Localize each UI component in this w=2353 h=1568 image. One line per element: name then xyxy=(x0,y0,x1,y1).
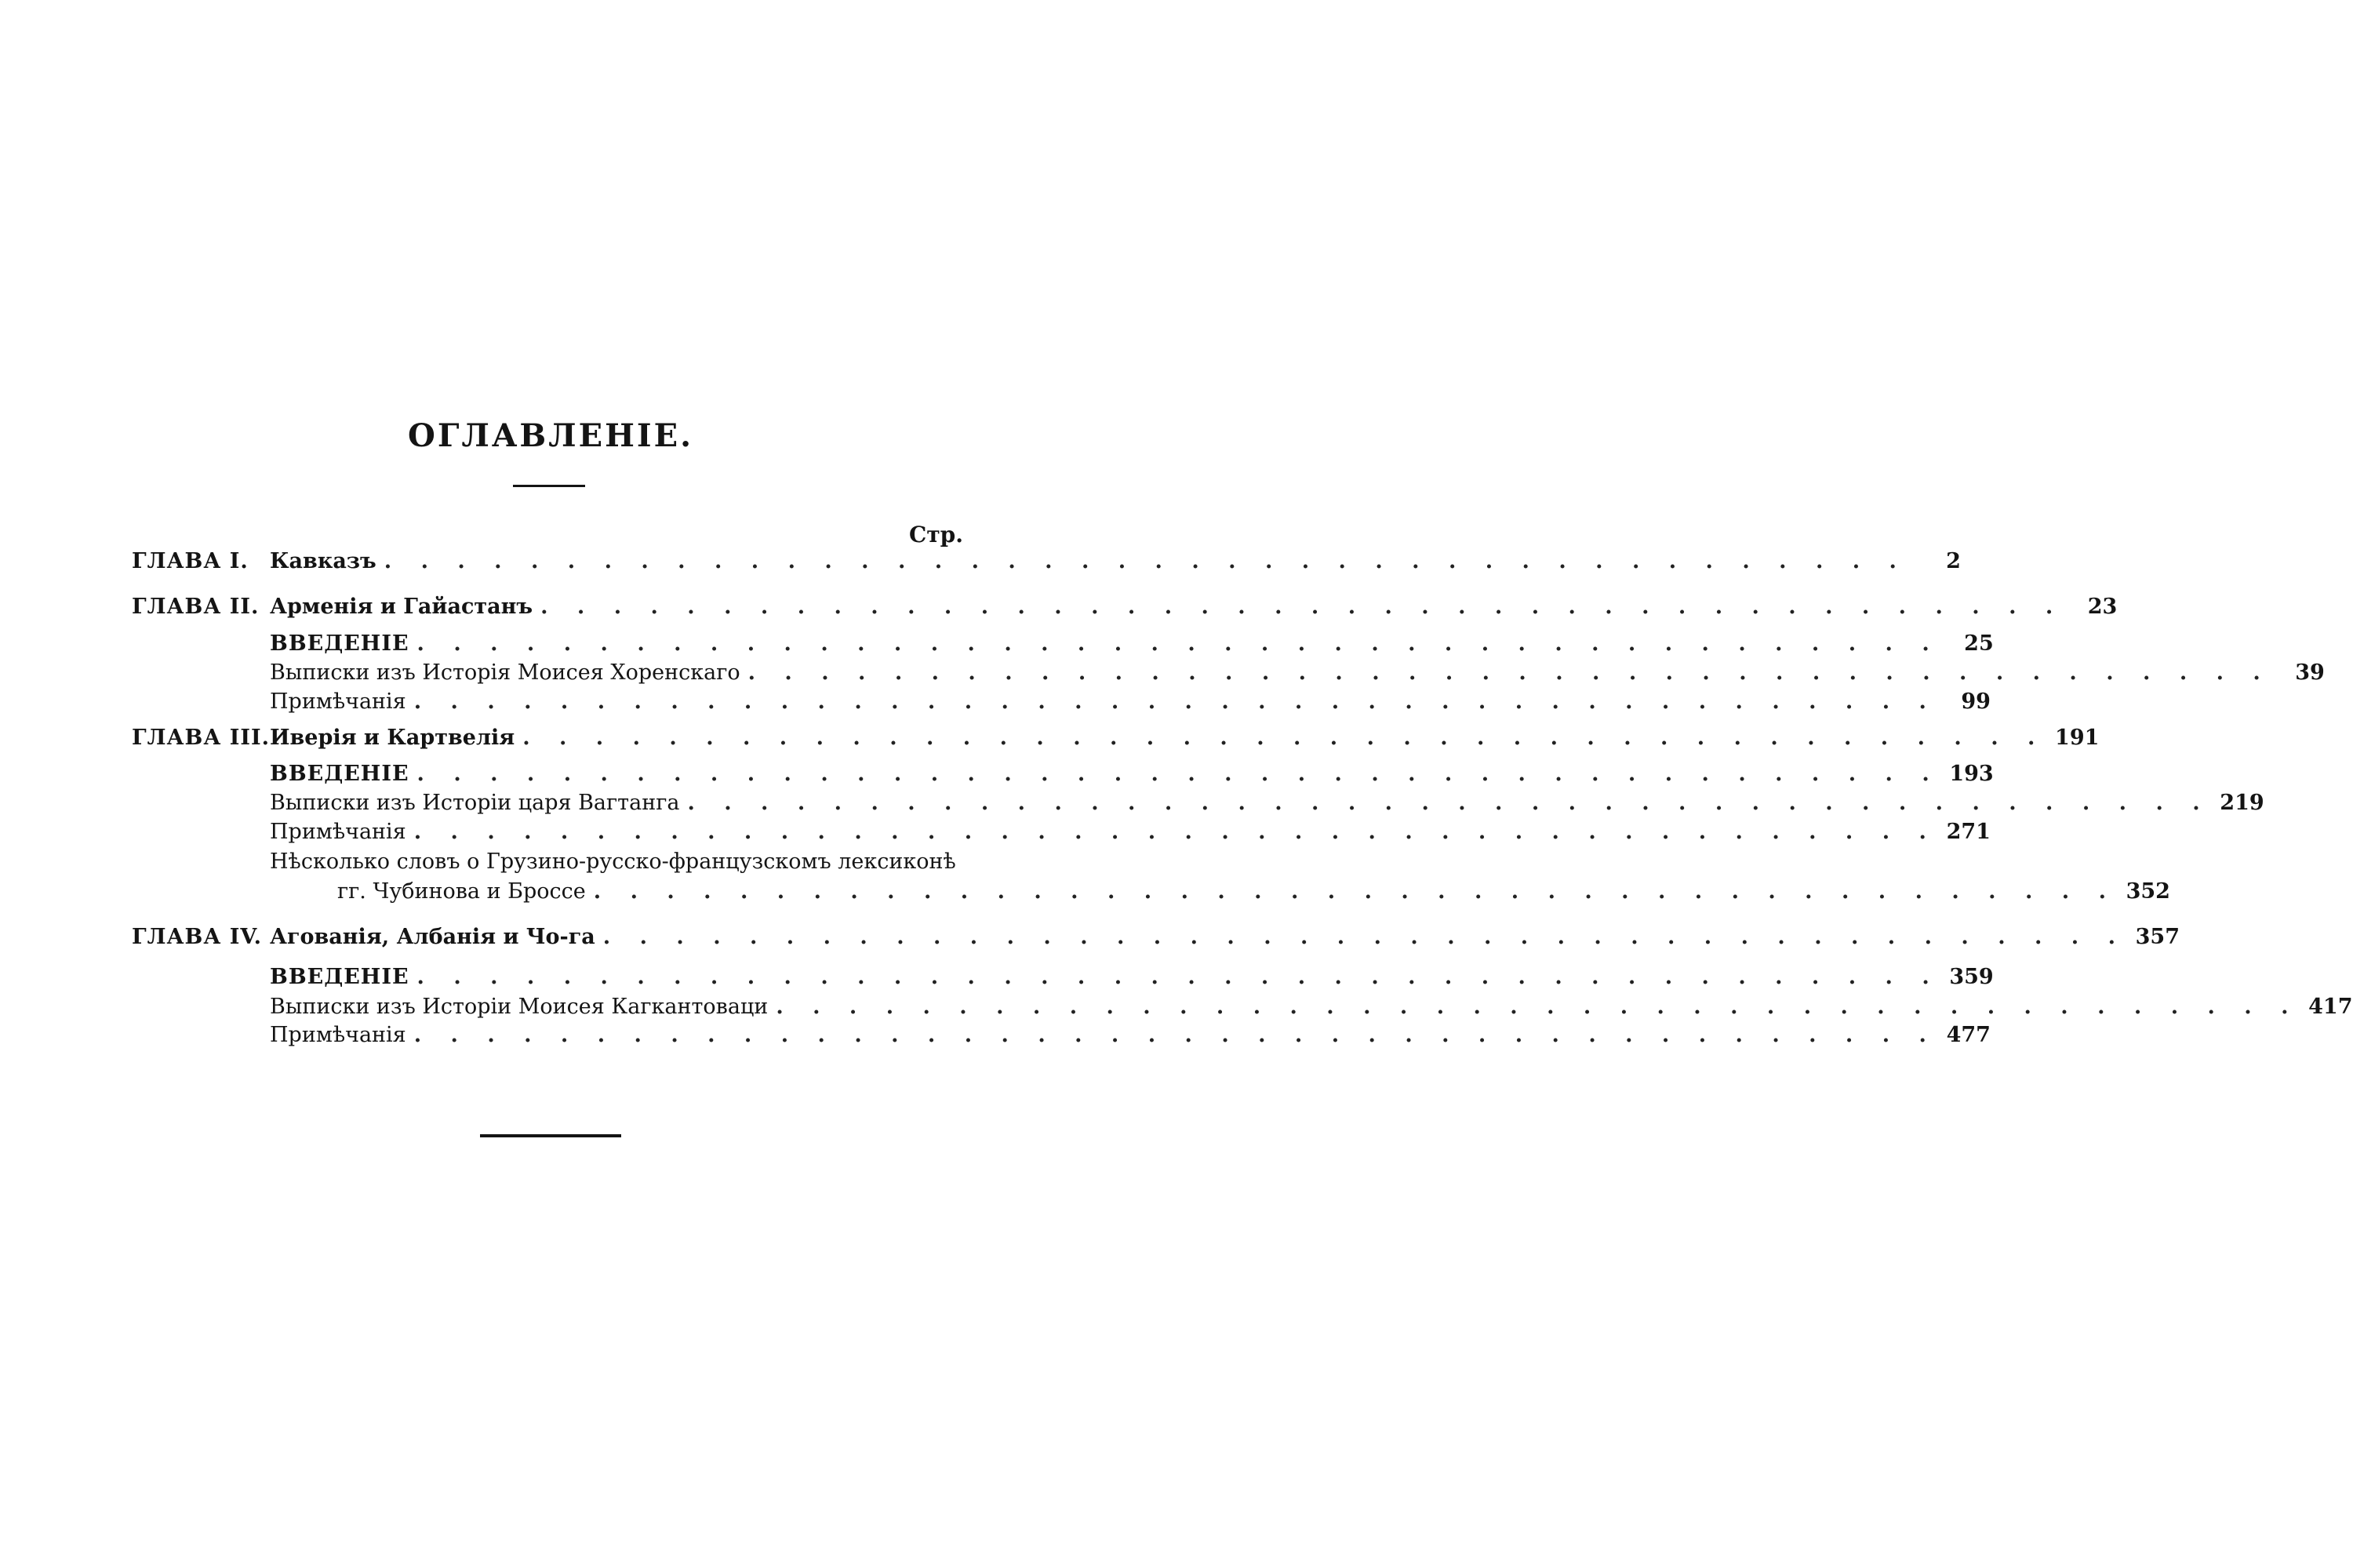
entry-title: Нѣсколько словъ о Грузино-русско-французскомъ лексиконѣ xyxy=(270,849,956,874)
dot-leader: . . . . . . . . . . . . . . . . . . . . . . . . . . . . . . . . . . . . . . . . . . xyxy=(416,965,1940,989)
page-title: ОГЛАВЛЕНІЕ. xyxy=(408,417,693,454)
toc-entry-continuation[interactable] xyxy=(337,879,2170,908)
entry-title: гг. Чубинова и Броссе xyxy=(337,879,586,904)
chapter-title: Агованія, Албанія и Чо-га xyxy=(270,925,595,949)
toc-chapter-3[interactable] xyxy=(132,726,2100,754)
chapter-title: Иверія и Картвелія xyxy=(270,726,515,750)
page-number: 357 xyxy=(2135,925,2180,949)
dot-leader: . . . . . . . . . . . . . . . . . . . . . . . . . . . . . . . . . . . . . . . . . . xyxy=(593,879,2117,904)
chapter-label: ГЛАВА I. xyxy=(132,549,249,573)
dot-leader: . . . . . . . . . . . . . . . . . . . . . . . . . . . . . . . . . . . . . . . . . . xyxy=(413,1023,1937,1047)
toc-entry[interactable] xyxy=(270,849,966,878)
toc-entry[interactable] xyxy=(270,995,2353,1023)
entry-title: Примѣчанія xyxy=(270,689,406,714)
page-number: 99 xyxy=(1961,689,1991,714)
page-number: 193 xyxy=(1949,762,1994,786)
chapter-title: Кавказъ xyxy=(270,549,376,573)
chapter-label: ГЛАВА III. xyxy=(132,726,271,750)
toc-entry[interactable] xyxy=(270,660,2325,689)
dot-leader: . . . . . . . . . . . . . . . . . . . . . . . . . . . . . . . . . . . . . . . . . . xyxy=(776,995,2300,1019)
page-number: 359 xyxy=(1949,965,1994,989)
title-rule xyxy=(513,485,585,487)
toc-entry[interactable] xyxy=(270,762,1994,790)
page-number: 477 xyxy=(1946,1023,1991,1047)
page-number: 352 xyxy=(2126,879,2170,904)
toc-chapter-4[interactable] xyxy=(132,925,2180,953)
entry-title: Выписки изъ Исторіи Моисея Кагкантоваци xyxy=(270,995,769,1019)
page-number: 271 xyxy=(1946,820,1991,844)
chapter-title: Арменія и Гайастанъ xyxy=(270,595,533,619)
end-rule xyxy=(480,1134,621,1137)
dot-leader: . . . . . . . . . . . . . . . . . . . . . . . . . . . . . . . . . . . . . . . . . . xyxy=(413,820,1937,844)
chapter-label: ГЛАВА IV. xyxy=(132,925,262,949)
toc-entry[interactable] xyxy=(270,1023,1991,1051)
toc-chapter-2[interactable] xyxy=(132,595,2118,623)
entry-title: Примѣчанія xyxy=(270,820,406,844)
page-number: 417 xyxy=(2308,995,2353,1019)
page-number: 219 xyxy=(2220,791,2264,815)
toc-entry[interactable] xyxy=(270,631,1994,660)
dot-leader: . . . . . . . . . . . . . . . . . . . . . . . . . . . . . . . . . . . . . . . . . . xyxy=(687,791,2211,815)
page-number: 191 xyxy=(2055,726,2100,750)
dot-leader: . . . . . . . . . . . . . . . . . . . . . . . . . . . . . . . . . . . . . . . . . . xyxy=(416,762,1940,786)
dot-leader: . . . . . . . . . . . . . . . . . . . . . . . . . . . . . . . . . . . . . . . . . . xyxy=(522,726,2046,750)
toc-chapter-1[interactable] xyxy=(132,549,1961,577)
entry-title: Выписки изъ Исторія Моисея Хоренскаго xyxy=(270,660,740,685)
dot-leader: . . . . . . . . . . . . . . . . . . . . . . . . . . . . . . . . . . . . . . . . . . xyxy=(602,925,2126,949)
page-number: 39 xyxy=(2295,660,2325,685)
toc-entry[interactable] xyxy=(270,689,1991,718)
dot-leader: . . . . . . . . . . . . . . . . . . . . . . . . . . . . . . . . . . . . . . . . . . xyxy=(416,631,1940,656)
entry-title: ВВЕДЕНІЕ xyxy=(270,965,409,989)
dot-leader: . . . . . . . . . . . . . . . . . . . . . . . . . . . . . . . . . . . . . . . . . . xyxy=(747,660,2271,685)
entry-title: ВВЕДЕНІЕ xyxy=(270,762,409,786)
toc-entry[interactable] xyxy=(270,965,1994,993)
dot-leader: . . . . . . . . . . . . . . . . . . . . . . . . . . . . . . . . . . . . . . . . . . xyxy=(413,689,1937,714)
dot-leader: . . . . . . . . . . . . . . . . . . . . . . . . . . . . . . . . . . . . . . . . . . xyxy=(384,549,1907,573)
entry-title: Выписки изъ Исторіи царя Вагтанга xyxy=(270,791,680,815)
dot-leader: . . . . . . . . . . . . . . . . . . . . . . . . . . . . . . . . . . . . . . . . . . xyxy=(540,595,2064,619)
page-number: 23 xyxy=(2087,595,2118,619)
page-column-label: Стр. xyxy=(909,522,963,548)
toc-entry[interactable] xyxy=(270,820,1991,848)
entry-title: Примѣчанія xyxy=(270,1023,406,1047)
chapter-label: ГЛАВА II. xyxy=(132,595,260,619)
toc-entry[interactable] xyxy=(270,791,2264,819)
page-number: 25 xyxy=(1964,631,1994,656)
page-number: 2 xyxy=(1946,549,1961,573)
entry-title: ВВЕДЕНІЕ xyxy=(270,631,409,656)
